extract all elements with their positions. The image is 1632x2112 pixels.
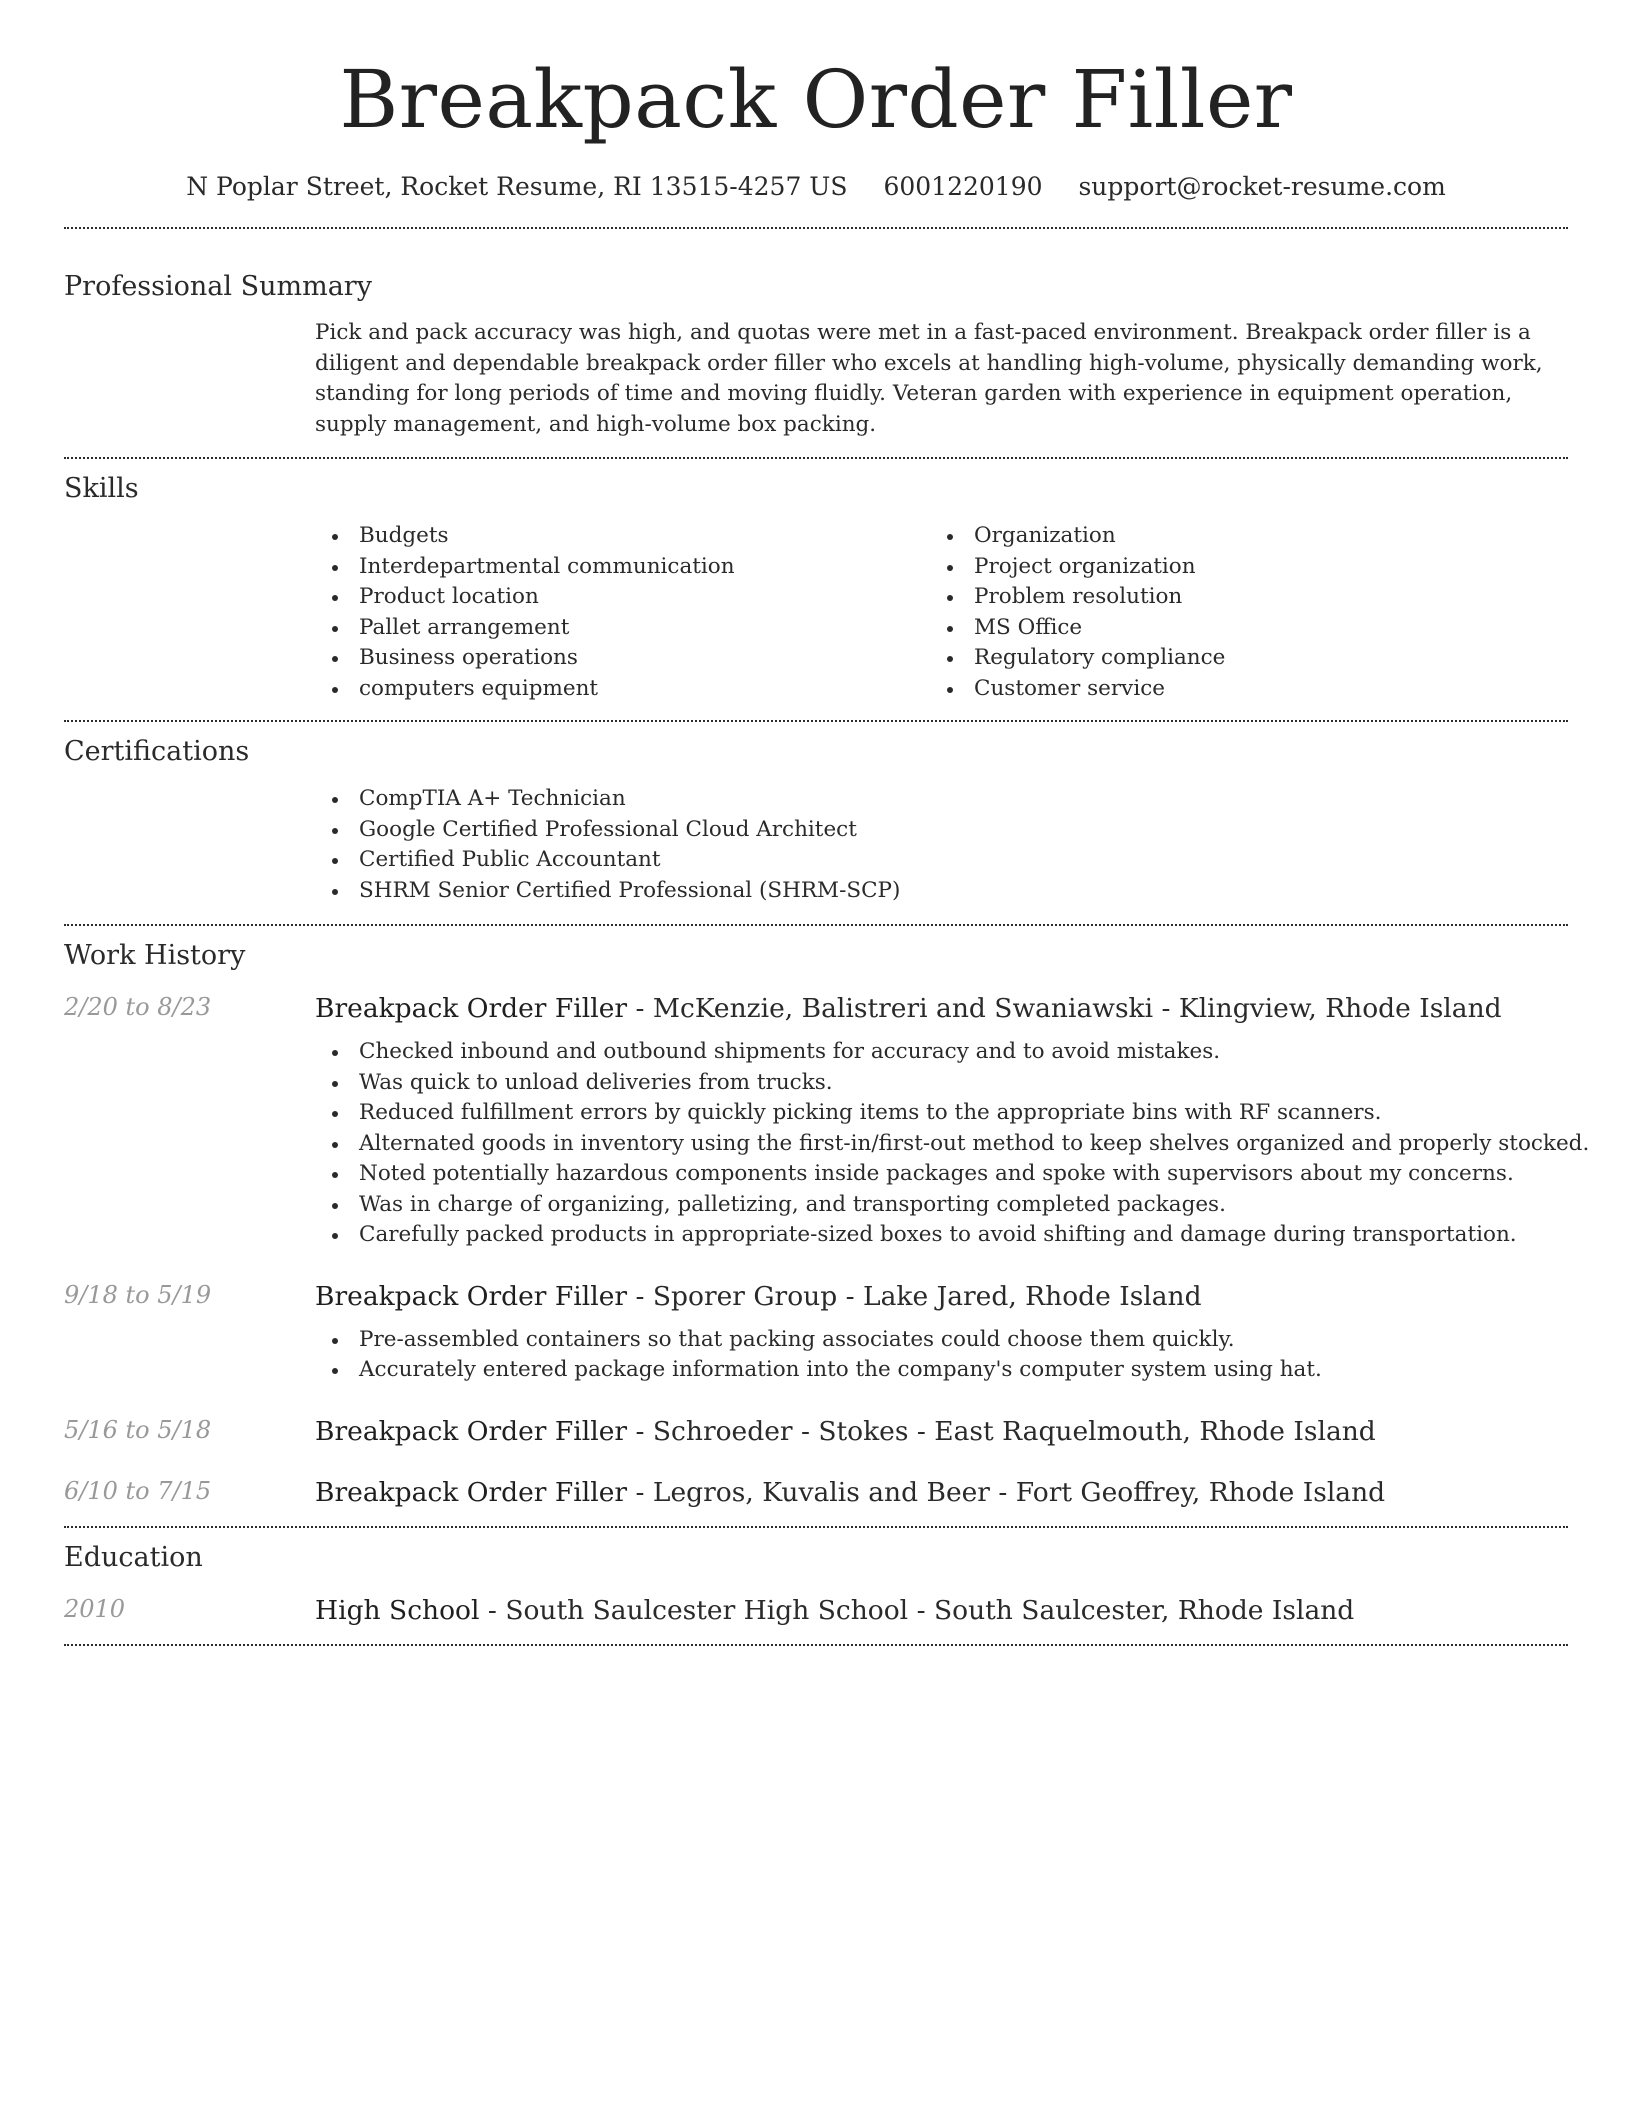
contact-email: support@rocket-resume.com — [1078, 172, 1446, 201]
job-bullet: Carefully packed products in appropriate-sized boxes to avoid shifting and damage during transportation. — [359, 1220, 1589, 1251]
skill-item: Project organization — [974, 552, 1568, 583]
education-section — [64, 1542, 1568, 1626]
job-location: Klingview, Rhode Island — [1178, 993, 1502, 1024]
divider — [64, 720, 1568, 722]
skill-item: Budgets — [359, 521, 930, 552]
certification-item: SHRM Senior Certified Professional (SHRM-SCP) — [359, 876, 1568, 907]
certifications-list — [315, 784, 1568, 906]
job-dates: 6/10 to 7/15 — [64, 1476, 212, 1505]
job-heading: Breakpack Order Filler - Legros, Kuvalis and Beer - Fort Geoffrey, Rhode Island — [315, 1476, 1386, 1508]
skills-list-left — [315, 521, 930, 704]
job-bullet: Was quick to unload deliveries from trucks. — [359, 1068, 1589, 1099]
job-dates: 9/18 to 5/19 — [64, 1280, 212, 1309]
job-role: Breakpack Order Filler — [315, 993, 628, 1024]
certification-item: Certified Public Accountant — [359, 845, 1568, 876]
job-location: East Raquelmouth, Rhode Island — [934, 1415, 1376, 1447]
section-title-summary: Professional Summary — [64, 271, 372, 302]
skill-item: Pallet arrangement — [359, 613, 930, 644]
section-title-education: Education — [64, 1541, 203, 1573]
job-dates: 2/20 to 8/23 — [64, 993, 212, 1021]
skill-item: Problem resolution — [974, 582, 1568, 613]
job-role: Breakpack Order Filler — [315, 1415, 628, 1447]
certifications-section — [64, 736, 1568, 906]
section-title-certifications: Certifications — [64, 736, 250, 767]
skill-item: Customer service — [974, 674, 1568, 705]
job-bullet: Reduced fulfillment errors by quickly picking items to the appropriate bins with RF scanners. — [359, 1098, 1589, 1129]
job-entry — [64, 1416, 1568, 1447]
skill-item: Regulatory compliance — [974, 643, 1568, 674]
skill-item: MS Office — [974, 613, 1568, 644]
education-location: South Saulcester, Rhode Island — [933, 1594, 1355, 1626]
contact-phone: 6001220190 — [883, 172, 1043, 201]
skill-item: Product location — [359, 582, 930, 613]
work-history-section — [64, 940, 1590, 1508]
education-year: 2010 — [64, 1594, 126, 1623]
job-entry — [64, 1477, 1568, 1508]
job-entry — [64, 993, 1590, 1251]
job-dates: 5/16 to 5/18 — [64, 1415, 212, 1444]
resume-name: Breakpack Order Filler — [339, 53, 1293, 146]
job-company: Schroeder - Stokes — [652, 1415, 909, 1447]
job-heading: Breakpack Order Filler - Sporer Group - Lake Jared, Rhode Island — [315, 1280, 1202, 1312]
contact-line — [64, 172, 1568, 201]
job-heading: Breakpack Order Filler - Schroeder - Stokes - East Raquelmouth, Rhode Island — [315, 1415, 1376, 1447]
certification-item: Google Certified Professional Cloud Architect — [359, 815, 1568, 846]
section-title-skills: Skills — [64, 473, 139, 504]
divider — [64, 1526, 1568, 1528]
divider — [64, 227, 1568, 229]
job-company: McKenzie, Balistreri and Swaniawski — [652, 993, 1154, 1024]
education-degree: High School — [315, 1594, 480, 1626]
skills-section — [64, 473, 1568, 704]
summary-text: Pick and pack accuracy was high, and quotas were met in a fast-paced environment. Breakpack order filler is a diligent and dependable breakpack order filler who excels at handling high-volume, physically demanding work, standing for long periods of time and moving fluidly. Veteran garden with experience in equipment operation, supply management, and high-volume box packing. — [315, 320, 1543, 437]
education-school: South Saulcester High School — [505, 1594, 909, 1626]
job-heading: Breakpack Order Filler - McKenzie, Balistreri and Swaniawski - Klingview, Rhode Island — [315, 993, 1502, 1024]
education-entry — [64, 1595, 1568, 1626]
skill-item: computers equipment — [359, 674, 930, 705]
job-company: Legros, Kuvalis and Beer — [652, 1476, 990, 1508]
skill-item: Interdepartmental communication — [359, 552, 930, 583]
job-bullets — [315, 1037, 1589, 1251]
education-heading: High School - South Saulcester High School - South Saulcester, Rhode Island — [315, 1594, 1355, 1626]
contact-address: N Poplar Street, Rocket Resume, RI 13515-4257 US — [186, 172, 848, 201]
job-entry — [64, 1281, 1568, 1386]
job-bullet: Checked inbound and outbound shipments for accuracy and to avoid mistakes. — [359, 1037, 1589, 1068]
job-role: Breakpack Order Filler — [315, 1476, 628, 1508]
job-bullet: Was in charge of organizing, palletizing, and transporting completed packages. — [359, 1190, 1589, 1221]
job-company: Sporer Group — [652, 1280, 838, 1312]
job-location: Fort Geoffrey, Rhode Island — [1015, 1476, 1386, 1508]
skill-item: Organization — [974, 521, 1568, 552]
job-bullet: Accurately entered package information into the company's computer system using hat. — [359, 1355, 1568, 1386]
job-location: Lake Jared, Rhode Island — [863, 1280, 1202, 1312]
skills-list-right — [930, 521, 1568, 704]
summary-section — [64, 271, 1568, 440]
certification-item: CompTIA A+ Technician — [359, 784, 1568, 815]
divider — [64, 457, 1568, 459]
job-role: Breakpack Order Filler — [315, 1280, 628, 1312]
job-bullet: Pre-assembled containers so that packing associates could choose them quickly. — [359, 1325, 1568, 1356]
section-title-work-history: Work History — [64, 940, 246, 971]
job-bullet: Noted potentially hazardous components inside packages and spoke with supervisors about my concerns. — [359, 1159, 1589, 1190]
skill-item: Business operations — [359, 643, 930, 674]
job-bullet: Alternated goods in inventory using the first-in/first-out method to keep shelves organized and properly stocked. — [359, 1129, 1589, 1160]
divider — [64, 1644, 1568, 1646]
job-bullets — [315, 1325, 1568, 1386]
divider — [64, 924, 1568, 926]
